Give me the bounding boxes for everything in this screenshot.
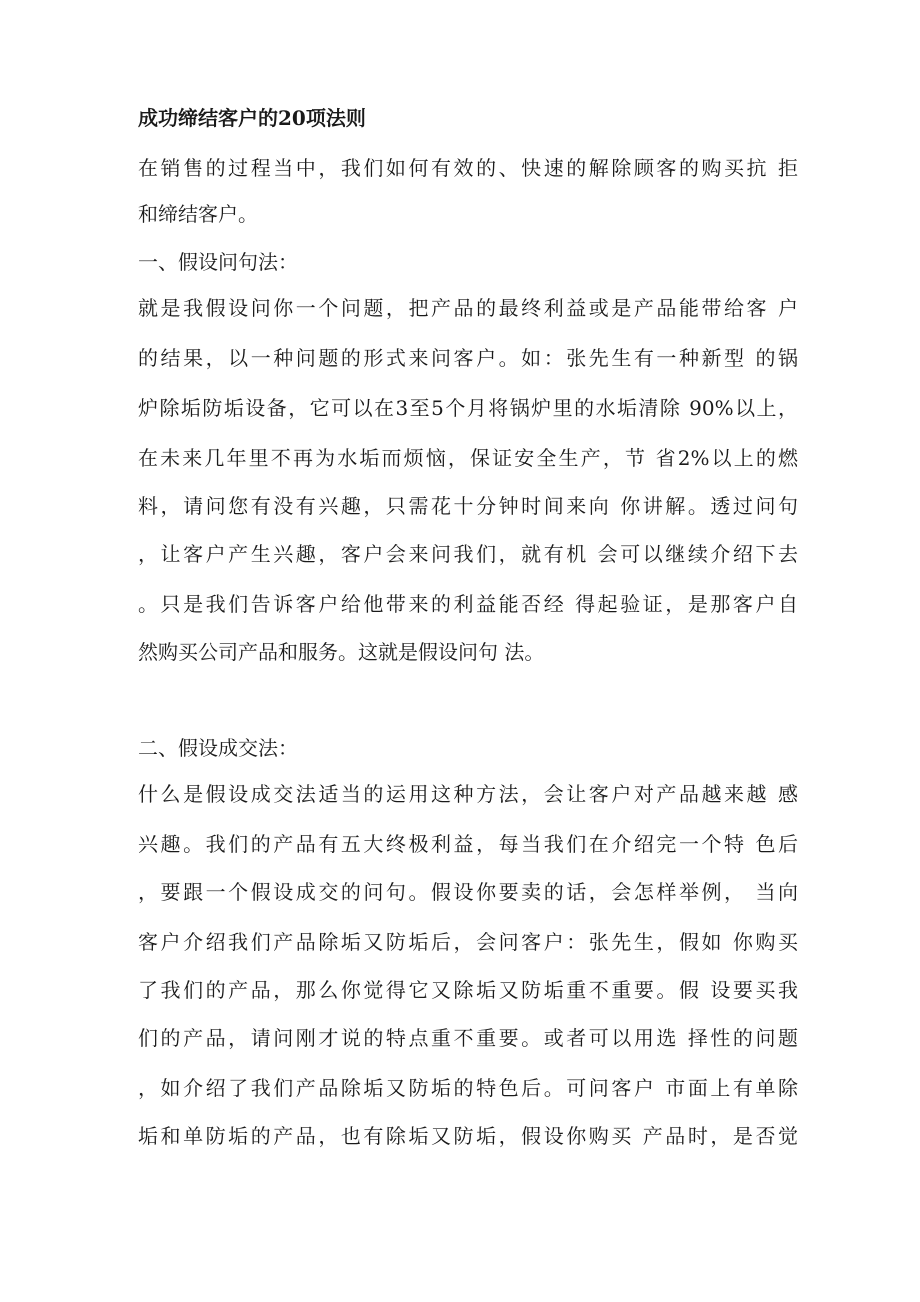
intro-line: 在销售的过程当中，我们如何有效的、快速的解除顾客的购买抗 拒 — [138, 156, 798, 180]
section-2-heading: 二、假设成交法： — [138, 736, 298, 760]
section-1-line: 料，请问您有没有兴趣，只需花十分钟时间来向 你讲解。透过问句 — [138, 494, 798, 518]
section-2-line: 什么是假设成交法适当的运用这种方法，会让客户对产品越来越 感 — [138, 782, 798, 806]
section-1-line: 的结果，以一种问题的形式来问客户。如：张先生有一种新型 的锅 — [138, 346, 798, 370]
section-1-heading: 一、假设问句法： — [138, 250, 298, 274]
section-2-line: 垢和单防垢的产品，也有除垢又防垢，假设你购买 产品时，是否觉 — [138, 1124, 798, 1148]
section-1-line: ，让客户产生兴趣，客户会来问我们，就有机 会可以继续介绍下去 — [138, 542, 798, 566]
section-2-line: 客户介绍我们产品除垢又防垢后，会问客户：张先生，假如 你购买 — [138, 930, 798, 954]
section-1-line: 。只是我们告诉客户给他带来的利益能否经 得起验证，是那客户自 — [138, 592, 798, 616]
intro-line: 和缔结客户。 — [138, 202, 258, 226]
section-2-line: 们的产品，请问刚才说的特点重不重要。或者可以用选 择性的问题 — [138, 1026, 798, 1050]
section-2-line: 兴趣。我们的产品有五大终极利益，每当我们在介绍完一个特 色后 — [138, 832, 798, 856]
section-1-line: 炉除垢防垢设备，它可以在3至5个月将锅炉里的水垢清除 90%以上， — [138, 396, 798, 420]
section-2-line: ，要跟一个假设成交的问句。假设你要卖的话，会怎样举例， 当向 — [138, 880, 798, 904]
document-title: 成功缔结客户的20项法则 — [138, 106, 366, 130]
section-1-line: 然购买公司产品和服务。这就是假设问句 法。 — [138, 640, 545, 664]
section-2-line: 了我们的产品，那么你觉得它又除垢又防垢重不重要。假 设要买我 — [138, 978, 798, 1002]
section-1-line: 就是我假设问你一个问题，把产品的最终利益或是产品能带给客 户 — [138, 296, 798, 320]
section-1-line: 在未来几年里不再为水垢而烦恼，保证安全生产，节 省2%以上的燃 — [138, 446, 798, 470]
section-2-line: ，如介绍了我们产品除垢又防垢的特色后。可问客户 市面上有单除 — [138, 1076, 798, 1100]
